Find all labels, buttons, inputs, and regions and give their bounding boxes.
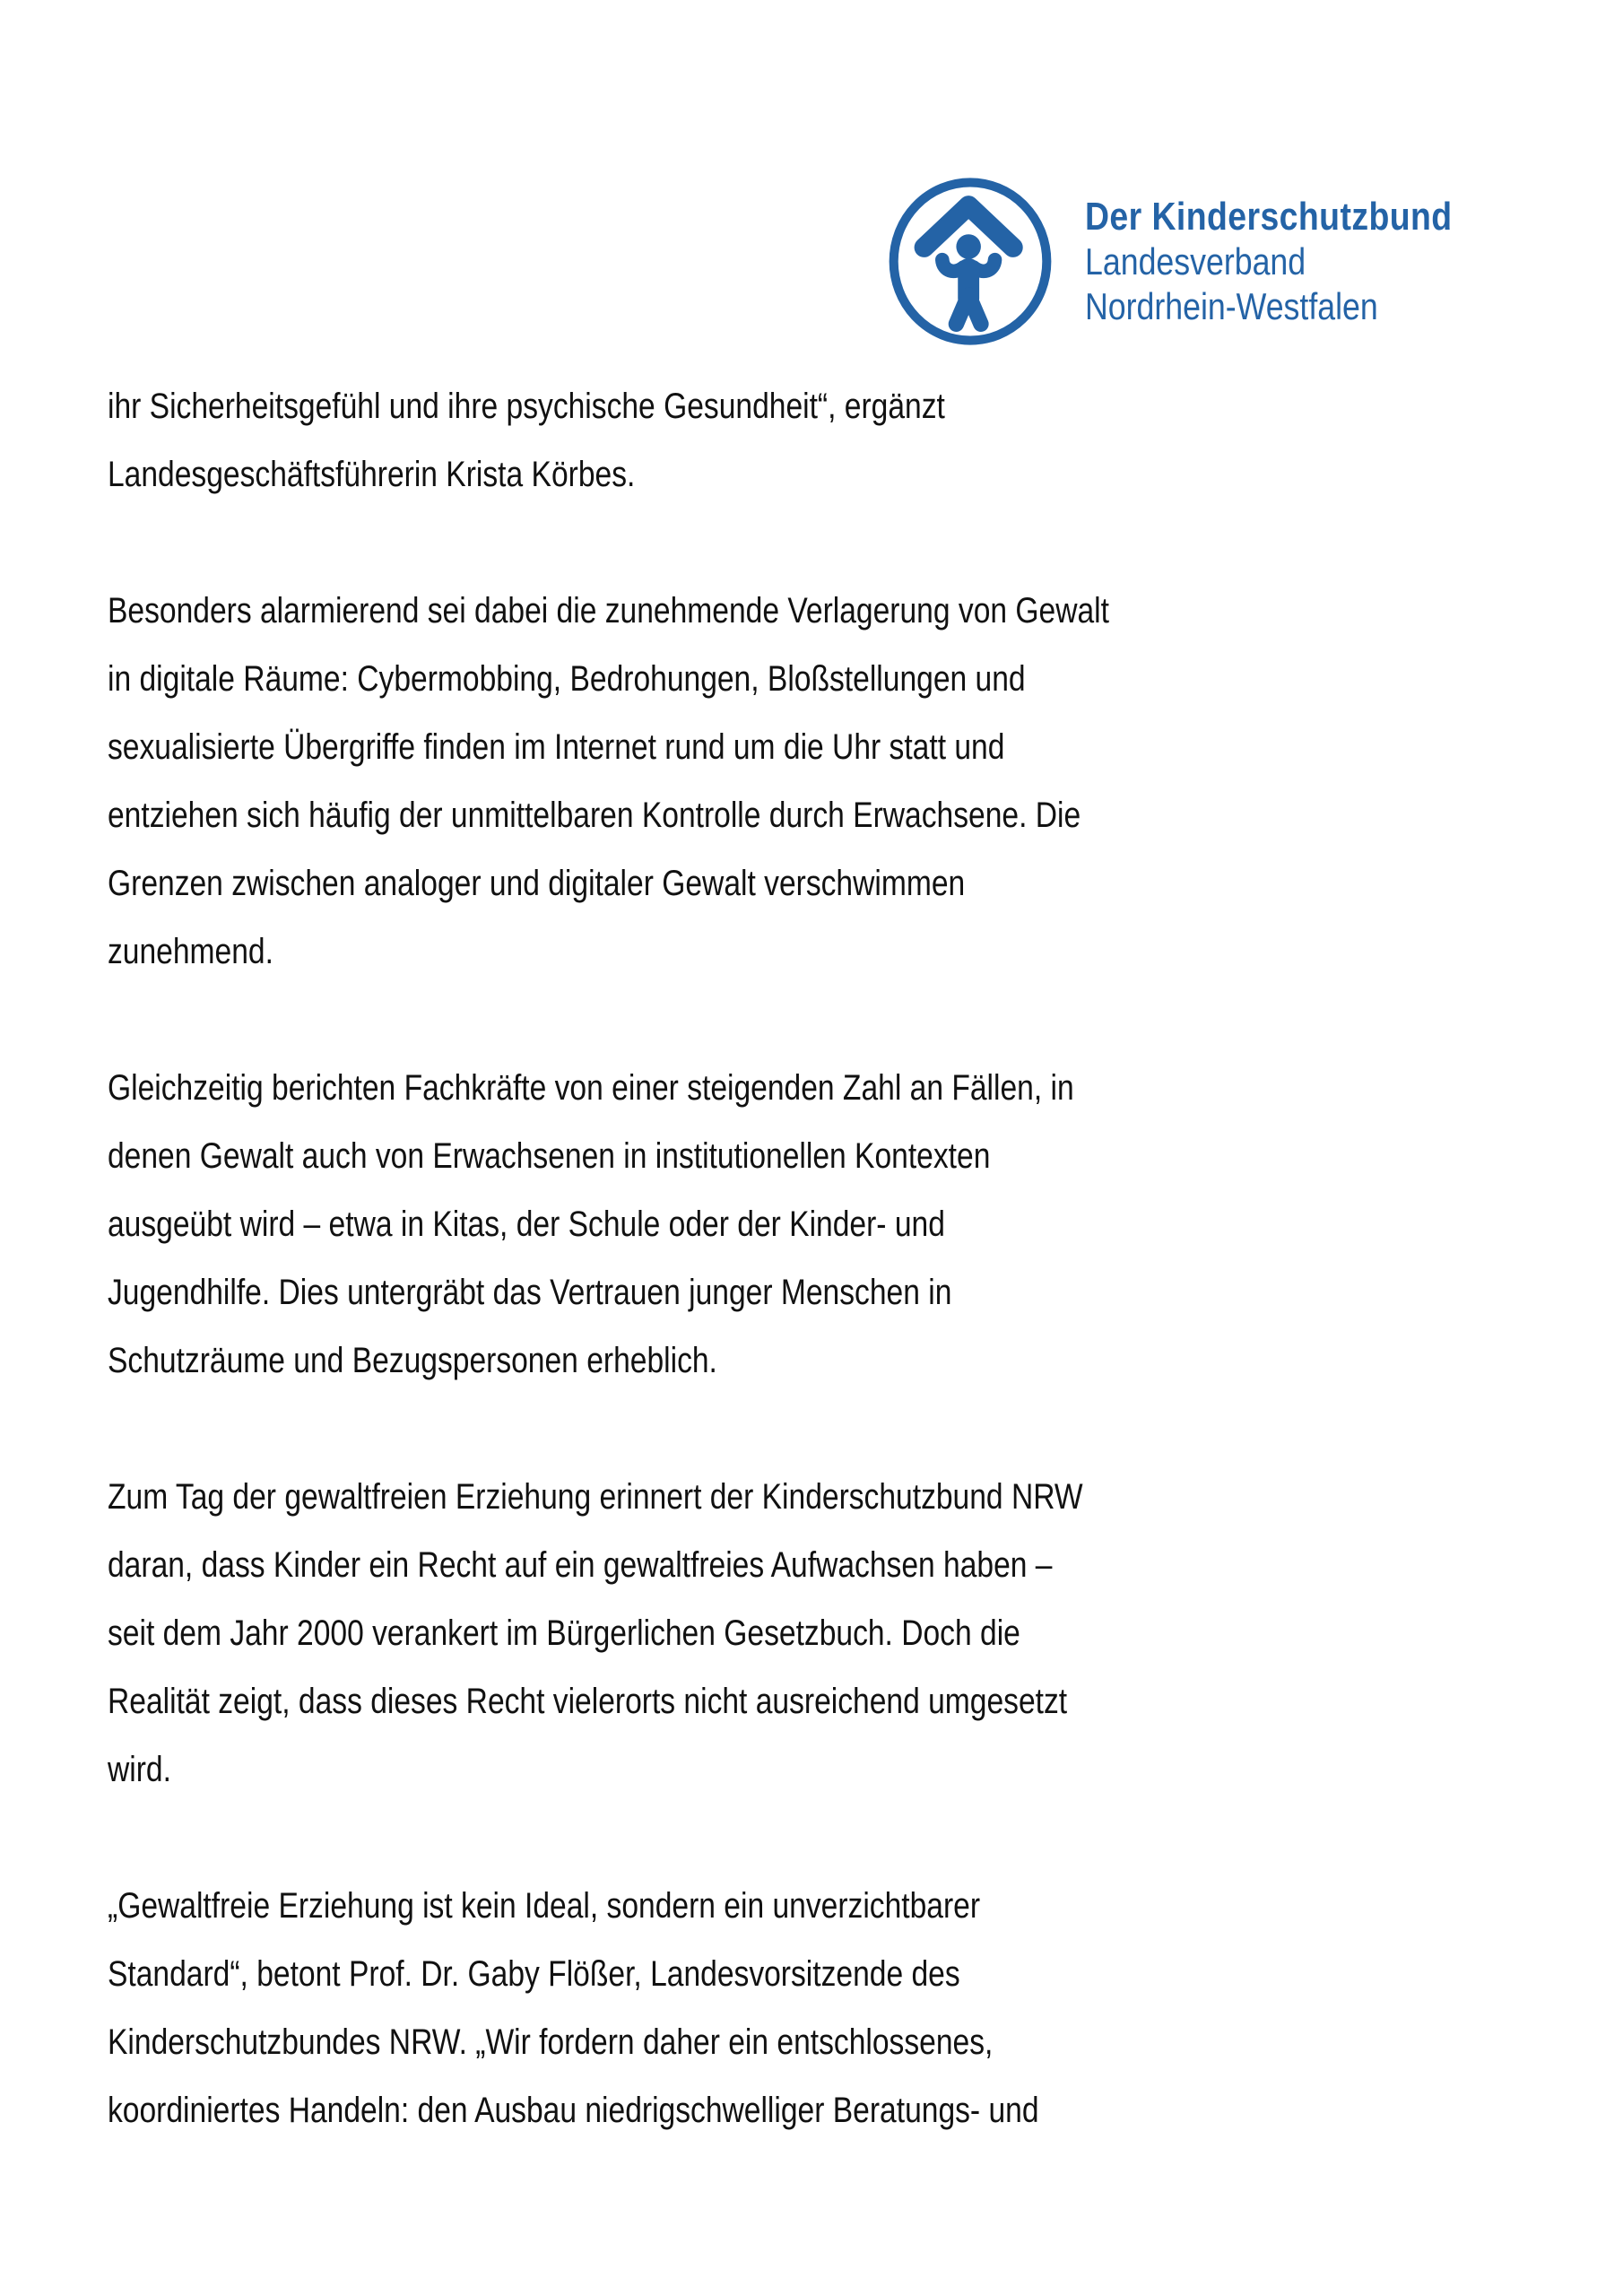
- text-line: ihr Sicherheitsgefühl und ihre psychische Gesundheit“, ergänzt: [108, 387, 945, 426]
- text-line: Jugendhilfe. Dies untergräbt das Vertrauen junger Menschen in: [108, 1273, 952, 1312]
- text-line: Schutzräume und Bezugspersonen erheblich.: [108, 1341, 717, 1380]
- text-line: Zum Tag der gewaltfreien Erziehung erinnert der Kinderschutzbund NRW: [108, 1477, 1083, 1517]
- child-under-roof-icon: [888, 177, 1053, 346]
- text-line: daran, dass Kinder ein Recht auf ein gewaltfreies Aufwachsen haben –: [108, 1545, 1053, 1585]
- logo-wordmark: [1085, 195, 1453, 329]
- text-line: denen Gewalt auch von Erwachsenen in institutionellen Kontexten: [108, 1136, 991, 1176]
- paragraph-3: [108, 1054, 1237, 1395]
- text-line: entziehen sich häufig der unmittelbaren Kontrolle durch Erwachsene. Die: [108, 796, 1081, 835]
- text-line: in digitale Räume: Cybermobbing, Bedrohungen, Bloßstellungen und: [108, 659, 1026, 699]
- paragraph-5: [108, 1872, 1237, 2144]
- text-line: koordiniertes Handeln: den Ausbau niedrigschwelliger Beratungs- und: [108, 2091, 1039, 2130]
- text-line: ausgeübt wird – etwa in Kitas, der Schule oder der Kinder- und: [108, 1205, 945, 1244]
- text-line: Besonders alarmierend sei dabei die zunehmende Verlagerung von Gewalt: [108, 591, 1109, 631]
- text-line: Grenzen zwischen analoger und digitaler Gewalt verschwimmen: [108, 864, 966, 903]
- document-body: [108, 372, 1237, 2144]
- paragraph-2: [108, 577, 1237, 986]
- logo-org-name: Der Kinderschutzbund: [1085, 194, 1453, 239]
- logo-landesverband: Landesverband: [1085, 239, 1306, 283]
- text-line: „Gewaltfreie Erziehung ist kein Ideal, sondern ein unverzichtbarer: [108, 1886, 981, 1926]
- logo-region: Nordrhein-Westfalen: [1085, 284, 1378, 327]
- paragraph-4: [108, 1463, 1237, 1804]
- text-line: sexualisierte Übergriffe finden im Internet rund um die Uhr statt und: [108, 727, 1005, 767]
- text-line: Realität zeigt, dass dieses Recht vielerorts nicht ausreichend umgesetzt: [108, 1682, 1068, 1721]
- logo: [888, 177, 1517, 346]
- text-line: Landesgeschäftsführerin Krista Körbes.: [108, 455, 636, 494]
- text-line: zunehmend.: [108, 932, 273, 971]
- text-line: seit dem Jahr 2000 verankert im Bürgerlichen Gesetzbuch. Doch die: [108, 1613, 1020, 1653]
- text-line: Standard“, betont Prof. Dr. Gaby Flößer, Landesvorsitzende des: [108, 1954, 960, 1994]
- text-line: Gleichzeitig berichten Fachkräfte von einer steigenden Zahl an Fällen, in: [108, 1068, 1074, 1108]
- text-line: Kinderschutzbundes NRW. „Wir fordern daher ein entschlossenes,: [108, 2022, 994, 2062]
- text-line: wird.: [108, 1750, 171, 1789]
- paragraph-1: [108, 372, 1237, 509]
